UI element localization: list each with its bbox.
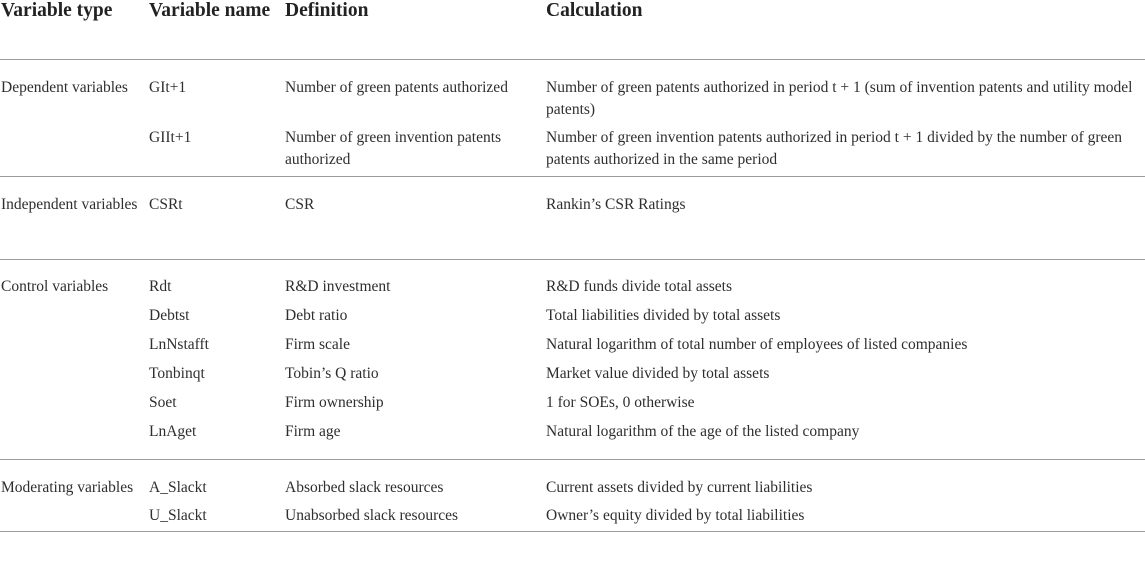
group-type-dependent: Dependent variables [0,60,149,177]
calculation-cell: Natural logarithm of the age of the listed company [546,414,1145,460]
definition-cell: CSR [285,177,546,260]
calculation-cell: Number of green invention patents authorized in period t + 1 divided by the number of green patents authorized in the same period [546,121,1145,177]
definition-cell: Firm scale [285,336,350,353]
table-row [0,327,1145,356]
variable-name-cell: LnNstafft [149,336,209,353]
definition-cell: Firm ownership [285,394,384,411]
variable-name-cell: GIt+1 [149,79,187,96]
table-row [0,460,1145,500]
header-calculation: Calculation [546,0,1145,60]
definition-cell: Unabsorbed slack resources [285,499,546,532]
definition-cell: Firm age [285,414,546,460]
variable-name-cell: LnAget [149,414,285,460]
header-variable-type: Variable type [0,0,149,60]
definition-cell: R&D investment [285,278,391,295]
calculation-cell: Number of green patents authorized in period t + 1 (sum of invention patents and utility model patents) [546,79,1133,118]
group-type-moderating: Moderating variables [0,460,149,532]
definition-cell: Number of green patents authorized [285,79,508,96]
variable-name-cell: U_Slackt [149,499,285,532]
definition-cell: Tobin’s Q ratio [285,365,379,382]
variable-name-cell: Tonbinqt [149,365,205,382]
table-row [0,260,1145,299]
header-row [0,0,1145,60]
table-row [0,60,1145,122]
variable-name-cell: A_Slackt [149,479,207,496]
calculation-cell: Natural logarithm of total number of employees of listed companies [546,336,968,353]
table-row [0,356,1145,385]
header-definition: Definition [285,0,546,60]
header-variable-name: Variable name [149,0,285,60]
calculation-cell: Rankin’s CSR Ratings [546,177,1145,260]
calculation-cell: 1 for SOEs, 0 otherwise [546,394,695,411]
variable-name-cell: Soet [149,394,177,411]
table-body [0,60,1145,532]
group-type-independent: Independent variables [0,177,149,260]
calculation-cell: Total liabilities divided by total assets [546,307,781,324]
calculation-cell: R&D funds divide total assets [546,278,732,295]
table-row [0,298,1145,327]
variable-name-cell: GIIt+1 [149,121,285,177]
variable-name-cell: Debtst [149,307,190,324]
table-row [0,414,1145,460]
calculation-cell: Market value divided by total assets [546,365,770,382]
variable-name-cell: Rdt [149,278,172,295]
calculation-cell: Current assets divided by current liabilities [546,479,813,496]
table-header [0,0,1145,60]
table-row [0,177,1145,260]
table-row [0,499,1145,532]
table-row [0,121,1145,177]
definition-cell: Absorbed slack resources [285,479,444,496]
definition-cell: Number of green invention patents authorized [285,121,546,177]
definition-cell: Debt ratio [285,307,348,324]
group-type-control: Control variables [0,260,149,460]
calculation-cell: Owner’s equity divided by total liabilities [546,499,1145,532]
variable-name-cell: CSRt [149,177,285,260]
table-row [0,385,1145,414]
